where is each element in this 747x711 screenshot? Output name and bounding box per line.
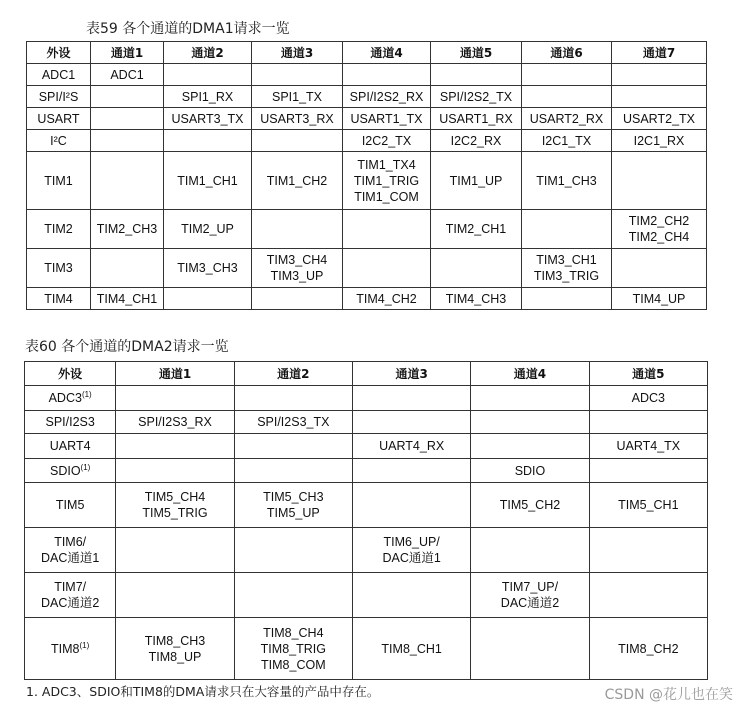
request-cell	[522, 86, 612, 108]
request-cell: I2C1_TX	[522, 130, 612, 152]
request-cell	[352, 573, 470, 618]
request-cell	[116, 386, 234, 411]
request-cell: TIM8_CH4 TIM8_TRIG TIM8_COM	[234, 618, 352, 680]
request-cell	[252, 288, 343, 310]
table-row	[25, 528, 708, 573]
footnote-marker: (1)	[80, 462, 91, 472]
table-row	[25, 459, 708, 483]
request-cell: SPI/I2S3_RX	[116, 411, 234, 434]
request-cell	[589, 573, 707, 618]
request-cell	[589, 459, 707, 483]
column-header: 通道4	[343, 42, 431, 64]
request-cell: TIM1_UP	[431, 152, 522, 210]
request-cell	[343, 210, 431, 249]
request-cell: TIM4_CH2	[343, 288, 431, 310]
request-cell	[352, 459, 470, 483]
request-cell	[164, 64, 252, 86]
request-cell	[164, 288, 252, 310]
request-cell: TIM5_CH4 TIM5_TRIG	[116, 483, 234, 528]
peripheral-cell: USART	[27, 108, 91, 130]
request-cell: TIM1_CH2	[252, 152, 343, 210]
table1-header-row	[27, 42, 707, 64]
request-cell: TIM1_TX4 TIM1_TRIG TIM1_COM	[343, 152, 431, 210]
column-header: 通道1	[91, 42, 164, 64]
request-cell	[91, 130, 164, 152]
request-cell: I2C2_RX	[431, 130, 522, 152]
table-row	[25, 573, 708, 618]
request-cell	[91, 108, 164, 130]
peripheral-cell: TIM4	[27, 288, 91, 310]
request-cell: ADC1	[91, 64, 164, 86]
peripheral-cell: TIM2	[27, 210, 91, 249]
request-cell	[252, 130, 343, 152]
table-row	[27, 152, 707, 210]
request-cell	[522, 64, 612, 86]
footnote-marker: (1)	[79, 640, 90, 650]
column-header: 通道6	[522, 42, 612, 64]
column-header: 通道3	[352, 362, 470, 386]
request-cell: UART4_TX	[589, 434, 707, 459]
request-cell: USART1_RX	[431, 108, 522, 130]
request-cell: TIM8_CH3 TIM8_UP	[116, 618, 234, 680]
request-cell	[252, 210, 343, 249]
request-cell: TIM1_CH3	[522, 152, 612, 210]
dma2-request-table	[24, 361, 708, 680]
peripheral-cell: TIM8$^{(1)}$	[25, 618, 116, 680]
request-cell: TIM2_UP	[164, 210, 252, 249]
peripheral-cell: UART4	[25, 434, 116, 459]
footnote-marker: (1)	[81, 389, 92, 399]
request-cell: SPI/I2S2_TX	[431, 86, 522, 108]
request-cell	[431, 64, 522, 86]
request-cell: USART3_TX	[164, 108, 252, 130]
request-cell: TIM5_CH2	[471, 483, 589, 528]
column-header: 通道5	[431, 42, 522, 64]
request-cell	[234, 459, 352, 483]
table-row	[25, 618, 708, 680]
peripheral-cell: I²C	[27, 130, 91, 152]
csdn-watermark: CSDN @花儿也在笑	[604, 687, 733, 703]
request-cell	[116, 459, 234, 483]
table2-caption: 表60 各个通道的DMA2请求一览	[25, 339, 229, 355]
request-cell: USART3_RX	[252, 108, 343, 130]
request-cell: USART1_TX	[343, 108, 431, 130]
peripheral-cell: TIM3	[27, 249, 91, 288]
table-row	[25, 483, 708, 528]
request-cell	[471, 618, 589, 680]
request-cell: UART4_RX	[352, 434, 470, 459]
request-cell: TIM2_CH2 TIM2_CH4	[612, 210, 707, 249]
column-header: 通道3	[252, 42, 343, 64]
request-cell	[352, 411, 470, 434]
request-cell	[252, 64, 343, 86]
request-cell	[612, 64, 707, 86]
request-cell	[431, 249, 522, 288]
request-cell: TIM5_CH3 TIM5_UP	[234, 483, 352, 528]
table-row	[27, 249, 707, 288]
request-cell: TIM8_CH2	[589, 618, 707, 680]
request-cell: TIM5_CH1	[589, 483, 707, 528]
column-header: 外设	[27, 42, 91, 64]
request-cell	[234, 434, 352, 459]
request-cell	[612, 249, 707, 288]
request-cell: I2C1_RX	[612, 130, 707, 152]
request-cell	[352, 386, 470, 411]
request-cell: SPI/I2S2_RX	[343, 86, 431, 108]
peripheral-cell: TIM5	[25, 483, 116, 528]
column-header: 通道1	[116, 362, 234, 386]
request-cell: TIM1_CH1	[164, 152, 252, 210]
request-cell	[116, 573, 234, 618]
request-cell: TIM8_CH1	[352, 618, 470, 680]
request-cell: SDIO	[471, 459, 589, 483]
peripheral-cell: SDIO$^{(1)}$	[25, 459, 116, 483]
footnote: 1. ADC3、SDIO和TIM8的DMA请求只在大容量的产品中存在。	[26, 684, 380, 699]
peripheral-cell: TIM7/ DAC通道2	[25, 573, 116, 618]
peripheral-cell: SPI/I2S3	[25, 411, 116, 434]
table-row	[25, 411, 708, 434]
request-cell: TIM4_CH1	[91, 288, 164, 310]
request-cell	[234, 528, 352, 573]
table-row	[27, 288, 707, 310]
request-cell: TIM2_CH1	[431, 210, 522, 249]
column-header: 通道2	[234, 362, 352, 386]
request-cell: TIM3_CH4 TIM3_UP	[252, 249, 343, 288]
request-cell	[164, 130, 252, 152]
request-cell: TIM6_UP/ DAC通道1	[352, 528, 470, 573]
request-cell: USART2_RX	[522, 108, 612, 130]
request-cell	[234, 573, 352, 618]
column-header: 外设	[25, 362, 116, 386]
table-row	[27, 64, 707, 86]
request-cell: SPI/I2S3_TX	[234, 411, 352, 434]
request-cell	[522, 210, 612, 249]
request-cell: TIM3_CH3	[164, 249, 252, 288]
request-cell: TIM4_UP	[612, 288, 707, 310]
request-cell	[234, 386, 352, 411]
table-row	[27, 86, 707, 108]
peripheral-cell: ADC3$^{(1)}$	[25, 386, 116, 411]
request-cell: SPI1_RX	[164, 86, 252, 108]
request-cell	[471, 386, 589, 411]
request-cell: USART2_TX	[612, 108, 707, 130]
request-cell	[471, 411, 589, 434]
request-cell	[116, 434, 234, 459]
table-row	[25, 434, 708, 459]
request-cell	[116, 528, 234, 573]
table2-header-row	[25, 362, 708, 386]
request-cell	[91, 249, 164, 288]
request-cell: TIM2_CH3	[91, 210, 164, 249]
request-cell: SPI1_TX	[252, 86, 343, 108]
request-cell	[589, 411, 707, 434]
column-header: 通道2	[164, 42, 252, 64]
peripheral-cell: TIM6/ DAC通道1	[25, 528, 116, 573]
table-row	[27, 130, 707, 152]
table-row	[25, 386, 708, 411]
request-cell	[589, 528, 707, 573]
peripheral-cell: SPI/I²S	[27, 86, 91, 108]
request-cell: I2C2_TX	[343, 130, 431, 152]
column-header: 通道7	[612, 42, 707, 64]
column-header: 通道4	[471, 362, 589, 386]
dma1-request-table	[26, 41, 707, 310]
request-cell	[612, 152, 707, 210]
request-cell: ADC3	[589, 386, 707, 411]
request-cell	[91, 86, 164, 108]
request-cell	[343, 64, 431, 86]
request-cell	[352, 483, 470, 528]
request-cell	[612, 86, 707, 108]
request-cell: TIM3_CH1 TIM3_TRIG	[522, 249, 612, 288]
request-cell: TIM4_CH3	[431, 288, 522, 310]
request-cell: TIM7_UP/ DAC通道2	[471, 573, 589, 618]
request-cell	[343, 249, 431, 288]
request-cell	[471, 528, 589, 573]
table1-caption: 表59 各个通道的DMA1请求一览	[86, 21, 290, 37]
table-row	[27, 108, 707, 130]
table-row	[27, 210, 707, 249]
request-cell	[91, 152, 164, 210]
peripheral-cell: TIM1	[27, 152, 91, 210]
request-cell	[471, 434, 589, 459]
request-cell	[522, 288, 612, 310]
column-header: 通道5	[589, 362, 707, 386]
peripheral-cell: ADC1	[27, 64, 91, 86]
